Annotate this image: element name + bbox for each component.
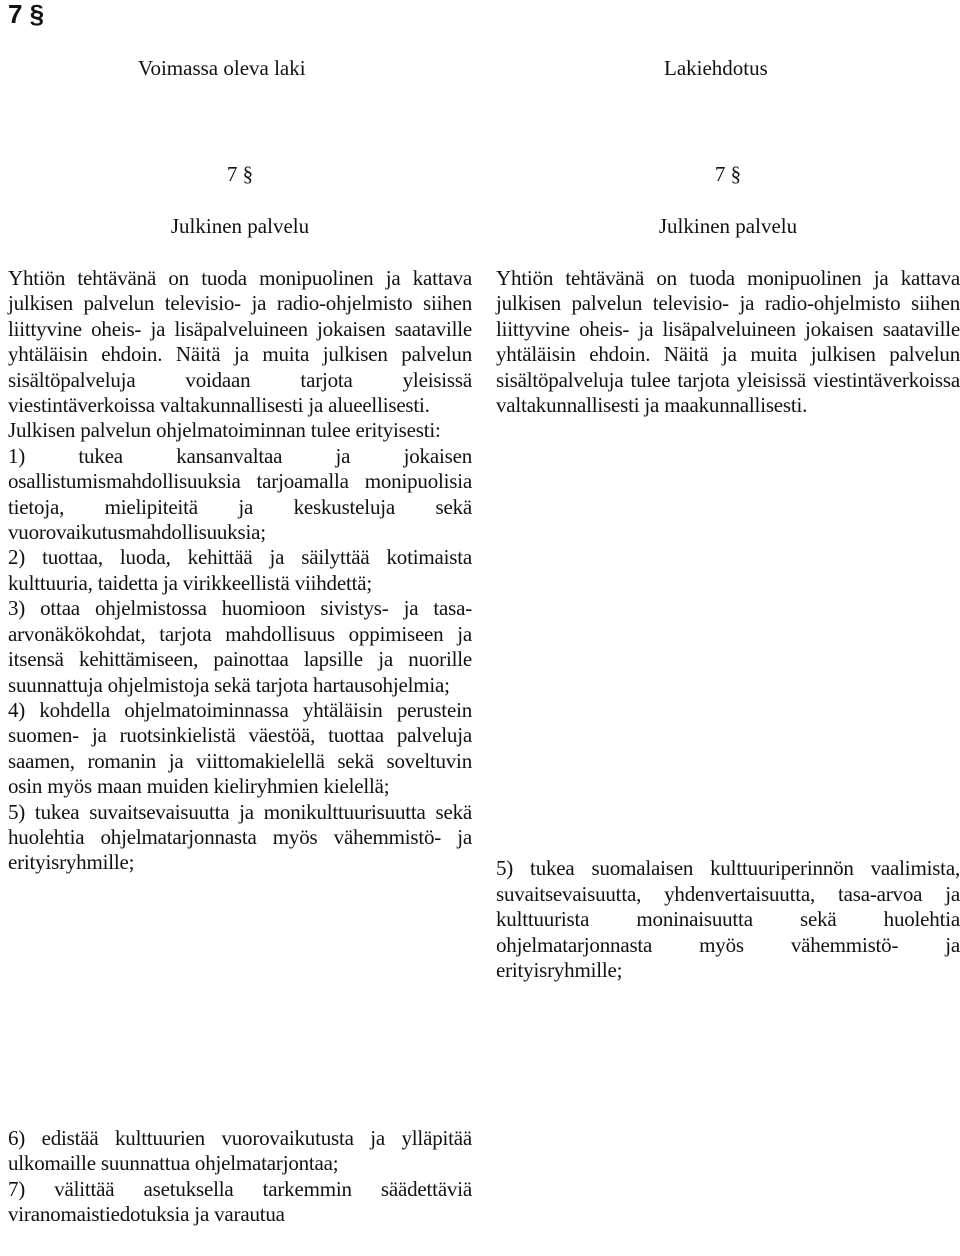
section-number: 7 § (226, 162, 254, 186)
blank-space (496, 418, 960, 856)
section-title: Julkinen palvelu (170, 214, 310, 238)
section-title: Julkinen palvelu (658, 214, 798, 238)
list-item: 2) tuottaa, luoda, kehittää ja säilyttää kotimaista kulttuuria, taidetta ja virikkeellistä viihdettä; (8, 545, 472, 595)
page-heading: 7 § (8, 0, 45, 29)
current-law-column (8, 160, 472, 876)
section-number: 7 § (714, 162, 742, 186)
paragraph: Yhtiön tehtävänä on tuoda monipuolinen ja kattava julkisen palvelun televisio- ja radio-ohjelmisto siihen liittyvine oheis- ja lisäpalveluineen jokaisen saataville yhtäläisin ehdoin. Näitä ja muita julkisen palvelun sisältöpalveluja voidaan tarjota yleisissä viestintäverkoissa valtakunnallisesti ja alueellisesti. (8, 266, 472, 418)
list-item: 3) ottaa ohjelmistossa huomioon sivistys- ja tasa-arvonäkökohdat, tarjota mahdollisuus oppimiseen ja itsensä kehittämiseen, painottaa lapsille ja nuorille suunnattuja ohjelmistoja sekä tarjota hartausohjelmia; (8, 596, 472, 697)
list-item: 7) välittää asetuksella tarkemmin säädettäviä viranomaistiedotuksia ja varautua (8, 1176, 472, 1227)
current-law-continuation (8, 1126, 472, 1228)
current-law-column-title: Voimassa oleva laki (138, 56, 306, 80)
proposal-column (496, 160, 960, 983)
proposal-column-title: Lakiehdotus (664, 56, 768, 80)
paragraph: Julkisen palvelun ohjelmatoiminnan tulee erityisesti: (8, 418, 441, 443)
list-item: 6) edistää kulttuurien vuorovaikutusta ja ylläpitää ulkomaille suunnattua ohjelmatarjontaa; (8, 1126, 472, 1176)
list-item: 1) tukea kansanvaltaa ja jokaisen osallistumismahdollisuuksia tarjoamalla monipuolisia tietoja, mielipiteitä ja keskusteluja sekä vuorovaikutusmahdollisuuksia; (8, 443, 472, 545)
list-item: 5) tukea suomalaisen kulttuuriperinnön vaalimista, suvaitsevaisuutta, yhdenvertaisuutta, tasa-arvoa ja kulttuurista moninaisuutta sekä huolehtia ohjelmatarjonnasta myös vähemmistö- ja erityisryhmille; (496, 856, 960, 983)
list-item: 4) kohdella ohjelmatoiminnassa yhtäläisin perustein suomen- ja ruotsinkielistä väestöä, tuottaa palveluja saamen, romanin ja viittomakielellä sekä soveltuvin osin myös maan muiden kieliryhmien kielellä; (8, 697, 472, 799)
paragraph: Yhtiön tehtävänä on tuoda monipuolinen ja kattava julkisen palvelun televisio- ja radio-ohjelmisto siihen liittyvine oheis- ja lisäpalveluineen jokaisen saataville yhtäläisin ehdoin. Näitä ja muita julkisen palvelun sisältöpalveluja tulee tarjota yleisissä viestintäverkoissa valtakunnallisesti ja maakunnallisesti. (496, 266, 960, 418)
list-item: 5) tukea suvaitsevaisuutta ja monikulttuurisuutta sekä huolehtia ohjelmatarjonnasta myös vähemmistö- ja erityisryhmille; (8, 799, 472, 875)
